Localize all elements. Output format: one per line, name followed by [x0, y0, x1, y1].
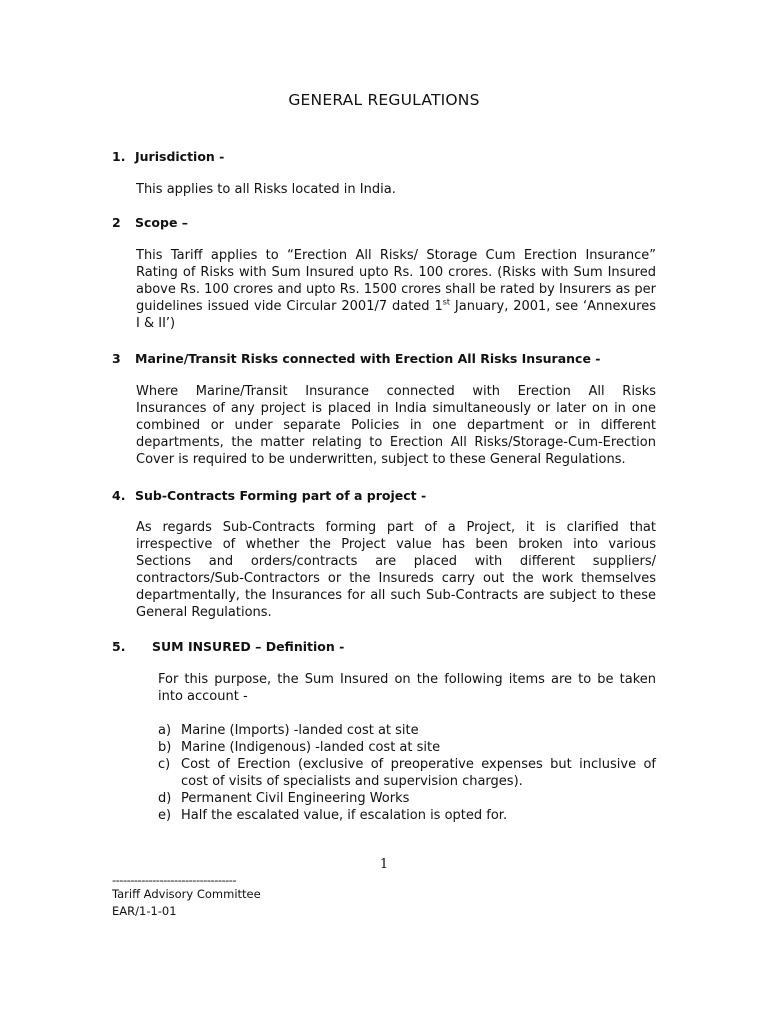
section-1-heading: [112, 148, 224, 165]
list-item-text: Marine (Imports) -landed cost at site: [181, 723, 419, 738]
sum-insured-items: [158, 722, 656, 824]
paragraph-line: Cover is required to be underwritten, subject to these General Regulations.: [136, 452, 626, 467]
paragraph-line: into account -: [158, 689, 248, 704]
section-number: 1.: [112, 149, 126, 164]
section-title: Jurisdiction -: [135, 149, 225, 164]
paragraph-line: departmentally, the Insurances for all such Sub-Contracts are subject to these: [136, 588, 656, 603]
paragraph-line: For this purpose, the Sum Insured on the following items are to be taken: [158, 672, 656, 687]
paragraph-line: Insurances of any project is placed in India simultaneously or later on in one: [136, 401, 656, 416]
page-title: GENERAL REGULATIONS: [288, 91, 480, 109]
line-text: guidelines issued vide Circular 2001/7 dated 1: [136, 299, 443, 314]
page-number: 1: [379, 857, 389, 872]
section-2-heading: [112, 214, 188, 231]
section-title: SUM INSURED – Definition -: [152, 639, 345, 654]
paragraph-line: This applies to all Risks located in India.: [136, 182, 396, 197]
line-text: January, 2001, see ‘Annexures: [450, 299, 656, 314]
section-5-heading: [112, 638, 344, 655]
paragraph-line: Rating of Risks with Sum Insured upto Rs. 100 crores. (Risks with Sum Insured: [136, 265, 656, 280]
list-item: [158, 756, 656, 790]
section-5-paragraph: [158, 671, 656, 705]
paragraph-line: This Tariff applies to “Erection All Risks/ Storage Cum Erection Insurance”: [136, 248, 656, 263]
list-item-text: cost of visits of specialists and supervision charges).: [181, 774, 523, 789]
list-item: [158, 807, 656, 824]
ordinal-superscript: st: [442, 297, 451, 307]
section-number: 4.: [112, 488, 126, 503]
paragraph-line: departments, the matter relating to Erection All Risks/Storage-Cum-Erection: [136, 435, 656, 450]
section-number: 3: [112, 351, 121, 366]
list-item-text: Cost of Erection (exclusive of preoperative expenses but inclusive of: [181, 757, 656, 772]
list-item-text: Permanent Civil Engineering Works: [181, 791, 410, 806]
paragraph-line: Sections and orders/contracts are placed with different suppliers/: [136, 554, 656, 569]
list-marker: e): [158, 808, 172, 823]
paragraph-line: Where Marine/Transit Insurance connected with Erection All Risks: [136, 384, 656, 399]
section-1-paragraph: [136, 181, 656, 198]
paragraph-line: I & II’): [136, 316, 176, 331]
paragraph-line: irrespective of whether the Project value has been broken into various: [136, 537, 656, 552]
section-4-paragraph: [136, 519, 656, 621]
footer-rule: ----------------------------------: [112, 873, 237, 887]
section-title: Marine/Transit Risks connected with Erection All Risks Insurance -: [135, 351, 601, 366]
paragraph-line: [136, 298, 656, 315]
paragraph-line: combined or under separate Policies in one department or in different: [136, 418, 656, 433]
section-3-paragraph: [136, 383, 656, 468]
list-item-text: Half the escalated value, if escalation is opted for.: [181, 808, 508, 823]
list-marker: c): [158, 757, 171, 772]
list-marker: a): [158, 723, 172, 738]
list-marker: b): [158, 740, 172, 755]
paragraph-line: contractors/Sub-Contractors or the Insureds carry out the work themselves: [136, 571, 656, 586]
section-title: Sub-Contracts Forming part of a project -: [135, 488, 427, 503]
list-item: [158, 790, 656, 807]
section-title: Scope –: [135, 215, 189, 230]
list-item: [158, 722, 656, 739]
section-4-heading: [112, 487, 426, 504]
paragraph-line: General Regulations.: [136, 605, 272, 620]
section-2-paragraph: [136, 247, 656, 332]
section-number: 5.: [112, 639, 126, 654]
section-number: 2: [112, 215, 121, 230]
paragraph-line: above Rs. 100 crores and upto Rs. 1500 crores shall be rated by Insurers as per: [136, 282, 656, 297]
section-3-heading: [112, 350, 600, 367]
list-item-text: Marine (Indigenous) -landed cost at site: [181, 740, 441, 755]
footer-code: EAR/1-1-01: [112, 904, 177, 918]
list-marker: d): [158, 791, 172, 806]
footer-committee: Tariff Advisory Committee: [112, 887, 261, 901]
paragraph-line: As regards Sub-Contracts forming part of a Project, it is clarified that: [136, 520, 656, 535]
list-item: [158, 739, 656, 756]
